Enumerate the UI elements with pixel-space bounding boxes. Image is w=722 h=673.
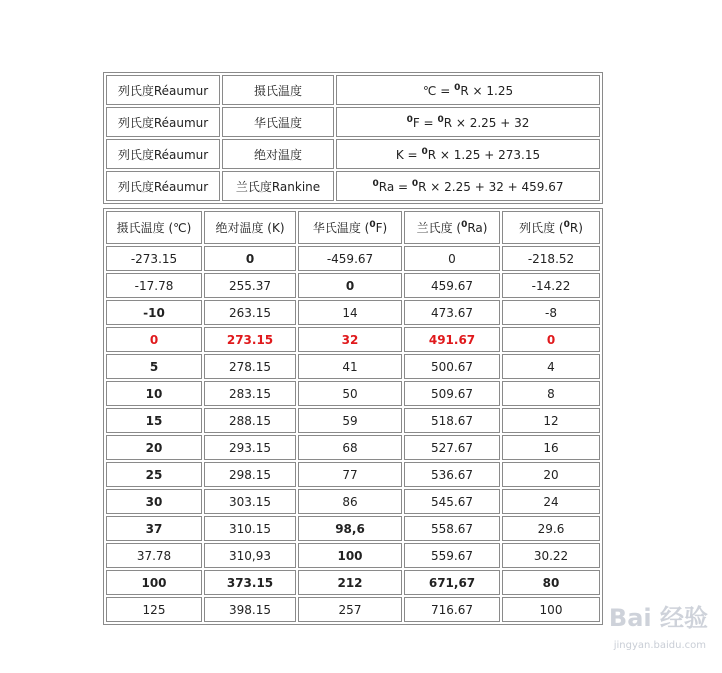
cell-rankine: 0 — [404, 246, 500, 271]
table-row — [106, 273, 600, 298]
cell-kelvin: 293.15 — [204, 435, 296, 460]
table-row — [106, 597, 600, 622]
cell-rankine: 491.67 — [404, 327, 500, 352]
formula-cell: $^0$F = $^0$R × 2.25 + 32 — [336, 107, 600, 137]
cell-fahrenheit: 86 — [298, 489, 402, 514]
table-row — [106, 381, 600, 406]
cell-celsius: 100 — [106, 570, 202, 595]
cell-kelvin: 303.15 — [204, 489, 296, 514]
cell-fahrenheit: 212 — [298, 570, 402, 595]
cell-kelvin: 398.15 — [204, 597, 296, 622]
cell-fahrenheit: 100 — [298, 543, 402, 568]
cell-reaumur: 80 — [502, 570, 600, 595]
cell-rankine: 527.67 — [404, 435, 500, 460]
cell-kelvin: 310,93 — [204, 543, 296, 568]
cell-rankine: 473.67 — [404, 300, 500, 325]
table-row — [106, 435, 600, 460]
baidu-jingyan-watermark-logo: Bai 经验 — [608, 604, 708, 632]
formula-cell: K = $^0$R × 1.25 + 273.15 — [336, 139, 600, 169]
header-rankine: 兰氏度 ($^0$Ra) — [404, 211, 500, 244]
target-cell: 华氏温度 — [222, 107, 334, 137]
target-cell: 摄氏温度 — [222, 75, 334, 105]
cell-rankine: 459.67 — [404, 273, 500, 298]
target-cell: 绝对温度 — [222, 139, 334, 169]
cell-celsius: 25 — [106, 462, 202, 487]
formula-row — [106, 171, 600, 201]
watermark-url: jingyan.baidu.com — [613, 640, 706, 651]
cell-rankine: 518.67 — [404, 408, 500, 433]
cell-fahrenheit: 32 — [298, 327, 402, 352]
cell-rankine: 559.67 — [404, 543, 500, 568]
cell-reaumur: -8 — [502, 300, 600, 325]
table-row — [106, 489, 600, 514]
cell-reaumur: 16 — [502, 435, 600, 460]
formula-cell: ℃ = $^0$R × 1.25 — [336, 75, 600, 105]
cell-kelvin: 263.15 — [204, 300, 296, 325]
cell-fahrenheit: -459.67 — [298, 246, 402, 271]
cell-fahrenheit: 41 — [298, 354, 402, 379]
cell-rankine: 545.67 — [404, 489, 500, 514]
table-row — [106, 327, 600, 352]
cell-kelvin: 283.15 — [204, 381, 296, 406]
cell-celsius: -17.78 — [106, 273, 202, 298]
cell-kelvin: 298.15 — [204, 462, 296, 487]
cell-reaumur: 30.22 — [502, 543, 600, 568]
cell-kelvin: 310.15 — [204, 516, 296, 541]
cell-fahrenheit: 14 — [298, 300, 402, 325]
cell-fahrenheit: 257 — [298, 597, 402, 622]
cell-celsius: 125 — [106, 597, 202, 622]
cell-kelvin: 278.15 — [204, 354, 296, 379]
scale-cell: 列氏度Réaumur — [106, 107, 220, 137]
cell-reaumur: -218.52 — [502, 246, 600, 271]
scale-cell: 列氏度Réaumur — [106, 171, 220, 201]
cell-celsius: 37.78 — [106, 543, 202, 568]
cell-fahrenheit: 98,6 — [298, 516, 402, 541]
conversion-table — [103, 208, 603, 625]
cell-kelvin: 0 — [204, 246, 296, 271]
cell-celsius: 15 — [106, 408, 202, 433]
cell-kelvin: 288.15 — [204, 408, 296, 433]
cell-celsius: 10 — [106, 381, 202, 406]
cell-rankine: 500.67 — [404, 354, 500, 379]
cell-fahrenheit: 68 — [298, 435, 402, 460]
table-row — [106, 354, 600, 379]
cell-kelvin: 255.37 — [204, 273, 296, 298]
cell-reaumur: -14.22 — [502, 273, 600, 298]
cell-reaumur: 8 — [502, 381, 600, 406]
formula-row — [106, 107, 600, 137]
cell-rankine: 671,67 — [404, 570, 500, 595]
cell-rankine: 558.67 — [404, 516, 500, 541]
header-kelvin: 绝对温度 (K) — [204, 211, 296, 244]
formula-row — [106, 75, 600, 105]
table-row — [106, 570, 600, 595]
cell-reaumur: 20 — [502, 462, 600, 487]
table-row — [106, 246, 600, 271]
cell-fahrenheit: 59 — [298, 408, 402, 433]
header-row — [106, 211, 600, 244]
cell-rankine: 509.67 — [404, 381, 500, 406]
cell-celsius: 30 — [106, 489, 202, 514]
table-row — [106, 516, 600, 541]
cell-fahrenheit: 50 — [298, 381, 402, 406]
scale-cell: 列氏度Réaumur — [106, 75, 220, 105]
scale-cell: 列氏度Réaumur — [106, 139, 220, 169]
cell-kelvin: 273.15 — [204, 327, 296, 352]
cell-reaumur: 12 — [502, 408, 600, 433]
table-row — [106, 462, 600, 487]
table-row — [106, 543, 600, 568]
table-row — [106, 300, 600, 325]
formula-table — [103, 72, 603, 204]
cell-rankine: 536.67 — [404, 462, 500, 487]
cell-reaumur: 24 — [502, 489, 600, 514]
cell-celsius: 0 — [106, 327, 202, 352]
header-celsius: 摄氏温度 (℃) — [106, 211, 202, 244]
cell-fahrenheit: 0 — [298, 273, 402, 298]
cell-celsius: 20 — [106, 435, 202, 460]
cell-rankine: 716.67 — [404, 597, 500, 622]
cell-reaumur: 0 — [502, 327, 600, 352]
header-reaumur: 列氏度 ($^0$R) — [502, 211, 600, 244]
header-fahrenheit: 华氏温度 ($^0$F) — [298, 211, 402, 244]
cell-celsius: -10 — [106, 300, 202, 325]
formula-cell: $^0$Ra = $^0$R × 2.25 + 32 + 459.67 — [336, 171, 600, 201]
formula-row — [106, 139, 600, 169]
cell-reaumur: 4 — [502, 354, 600, 379]
target-cell: 兰氏度Rankine — [222, 171, 334, 201]
cell-reaumur: 29.6 — [502, 516, 600, 541]
cell-reaumur: 100 — [502, 597, 600, 622]
cell-celsius: 5 — [106, 354, 202, 379]
cell-celsius: 37 — [106, 516, 202, 541]
cell-celsius: -273.15 — [106, 246, 202, 271]
cell-fahrenheit: 77 — [298, 462, 402, 487]
table-row — [106, 408, 600, 433]
cell-kelvin: 373.15 — [204, 570, 296, 595]
